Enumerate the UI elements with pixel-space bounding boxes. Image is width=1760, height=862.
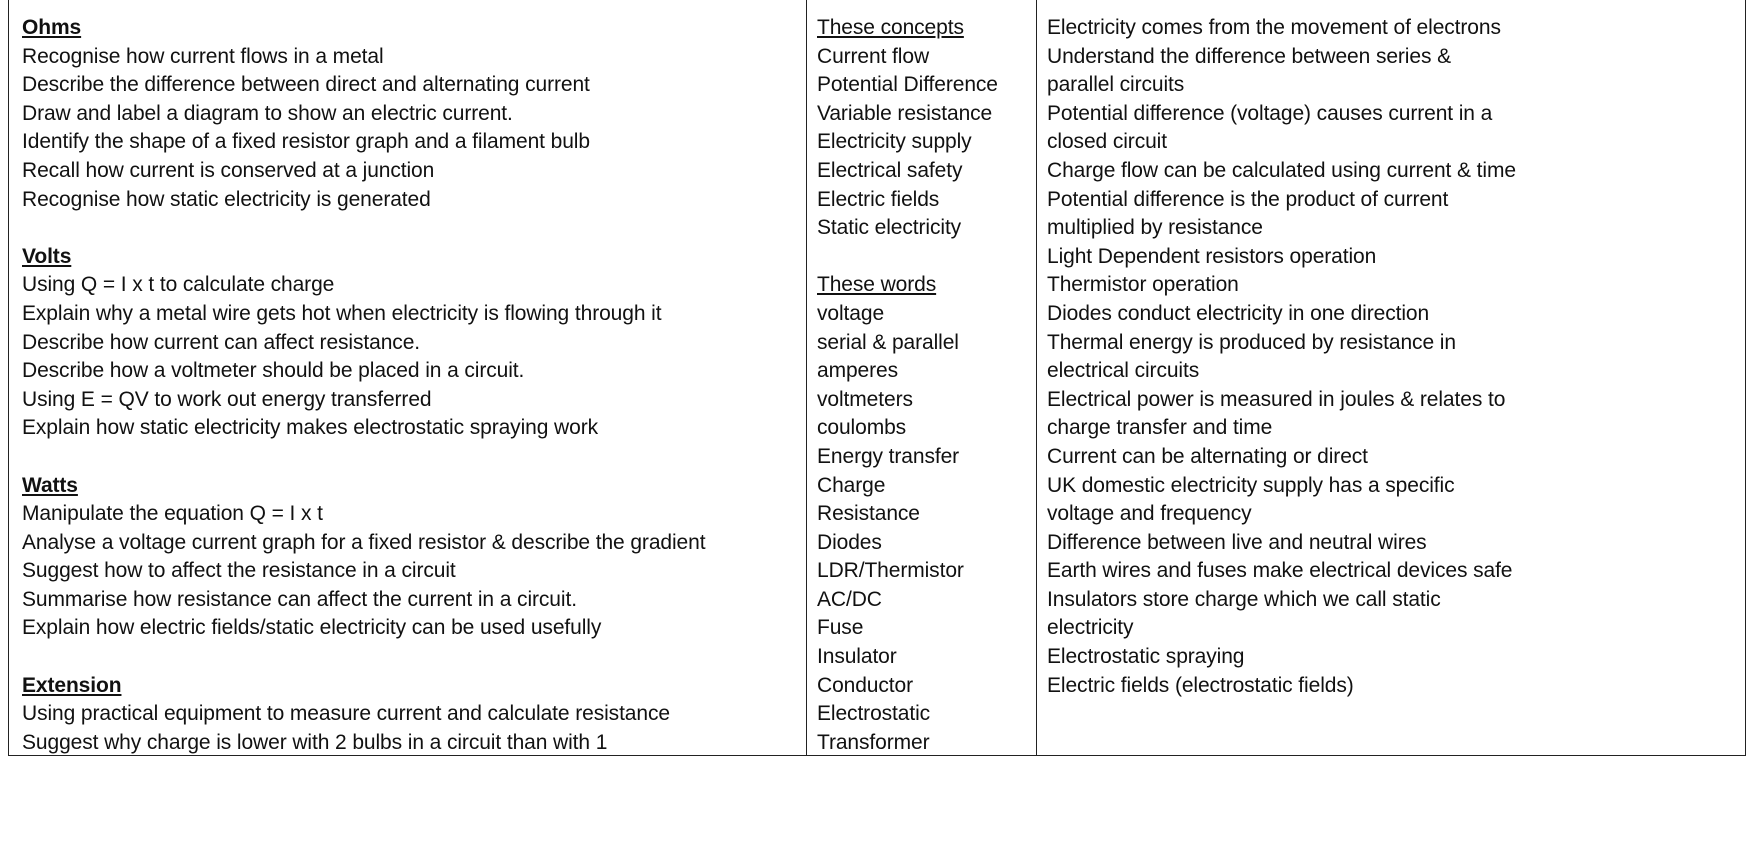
objective-item: Summarise how resistance can affect the current in a circuit. [22,587,577,611]
word-item: Electrostatic [817,702,931,726]
knowledge-line: Thermal energy is produced by resistance in [1047,330,1456,354]
word-item: Insulator [817,645,897,669]
word-item: Transformer [817,730,930,754]
objective-item: Manipulate the equation Q = I x t [22,502,323,526]
spacer [22,214,806,243]
spacer [817,243,1036,272]
objective-item: Recognise how current flows in a metal [22,44,384,68]
objective-item: Describe the difference between direct and alternating current [22,73,590,97]
knowledge-line: parallel circuits [1047,73,1185,97]
knowledge-line: Earth wires and fuses make electrical devices safe [1047,559,1513,583]
knowledge-line: Difference between live and neutral wires [1047,530,1427,554]
section-heading-extension: Extension [22,673,122,697]
knowledge-line: UK domestic electricity supply has a specific [1047,473,1455,497]
word-item: Resistance [817,502,920,526]
objective-item: Explain why a metal wire gets hot when electricity is flowing through it [22,301,662,325]
word-item: amperes [817,359,899,383]
spacer [22,643,806,672]
knowledge-line: multiplied by resistance [1047,216,1263,240]
concept-item: Electric fields [817,187,940,211]
knowledge-line: Charge flow can be calculated using current & time [1047,158,1516,182]
knowledge-line: charge transfer and time [1047,416,1273,440]
word-item: voltage [817,301,885,325]
objectives-column [9,0,807,755]
word-item: LDR/Thermistor [817,559,964,583]
concept-item: Static electricity [817,216,962,240]
objective-item: Recognise how static electricity is generated [22,187,431,211]
word-item: Charge [817,473,886,497]
concept-item: Electrical safety [817,158,963,182]
objectives-table [8,0,1746,756]
objective-item: Suggest how to affect the resistance in a circuit [22,559,456,583]
concept-item: Variable resistance [817,101,993,125]
objective-item: Identify the shape of a fixed resistor graph and a filament bulb [22,130,590,154]
objective-item: Using E = QV to work out energy transferred [22,387,432,411]
objective-item: Draw and label a diagram to show an electric current. [22,101,513,125]
objective-item: Explain how static electricity makes electrostatic spraying work [22,416,598,440]
word-item: AC/DC [817,587,882,611]
knowledge-line: Understand the difference between series & [1047,44,1451,68]
knowledge-line: electricity [1047,616,1134,640]
word-item: Fuse [817,616,864,640]
concept-item: Electricity supply [817,130,972,154]
objective-item: Explain how electric fields/static electricity can be used usefully [22,616,602,640]
objective-item: Describe how a voltmeter should be placed in a circuit. [22,359,525,383]
knowledge-line: Light Dependent resistors operation [1047,244,1377,268]
objective-item: Analyse a voltage current graph for a fixed resistor & describe the gradient [22,530,706,554]
word-item: Diodes [817,530,882,554]
knowledge-line: Insulators store charge which we call static [1047,587,1441,611]
section-heading-watts: Watts [22,473,78,497]
knowledge-line: Diodes conduct electricity in one direction [1047,301,1430,325]
word-item: voltmeters [817,387,913,411]
concept-item: Current flow [817,44,930,68]
knowledge-line: closed circuit [1047,130,1167,154]
concept-item: Potential Difference [817,73,998,97]
objective-item: Describe how current can affect resistance. [22,330,421,354]
objective-item: Suggest why charge is lower with 2 bulbs in a circuit than with 1 [22,730,608,754]
knowledge-line: Electrostatic spraying [1047,645,1245,669]
knowledge-line: Electric fields (electrostatic fields) [1047,673,1354,697]
concepts-heading: These concepts [817,16,964,39]
knowledge-line: electrical circuits [1047,359,1200,383]
section-heading-ohms: Ohms [22,16,82,39]
word-item: serial & parallel [817,330,959,354]
spacer [22,443,806,472]
knowledge-line: Current can be alternating or direct [1047,444,1368,468]
vocabulary-column [807,0,1037,755]
knowledge-line: Thermistor operation [1047,273,1239,297]
words-heading: These words [817,273,937,297]
knowledge-column [1037,0,1745,755]
knowledge-line: Electrical power is measured in joules & relates to [1047,387,1506,411]
objective-item: Using practical equipment to measure current and calculate resistance [22,702,670,726]
word-item: Energy transfer [817,444,960,468]
objective-item: Recall how current is conserved at a junction [22,158,435,182]
knowledge-line: Potential difference (voltage) causes current in a [1047,101,1493,125]
section-heading-volts: Volts [22,244,72,268]
objective-item: Using Q = I x t to calculate charge [22,273,335,297]
knowledge-line: voltage and frequency [1047,502,1252,526]
knowledge-line: Potential difference is the product of current [1047,187,1449,211]
word-item: coulombs [817,416,907,440]
word-item: Conductor [817,673,913,697]
knowledge-line: Electricity comes from the movement of electrons [1047,16,1501,39]
